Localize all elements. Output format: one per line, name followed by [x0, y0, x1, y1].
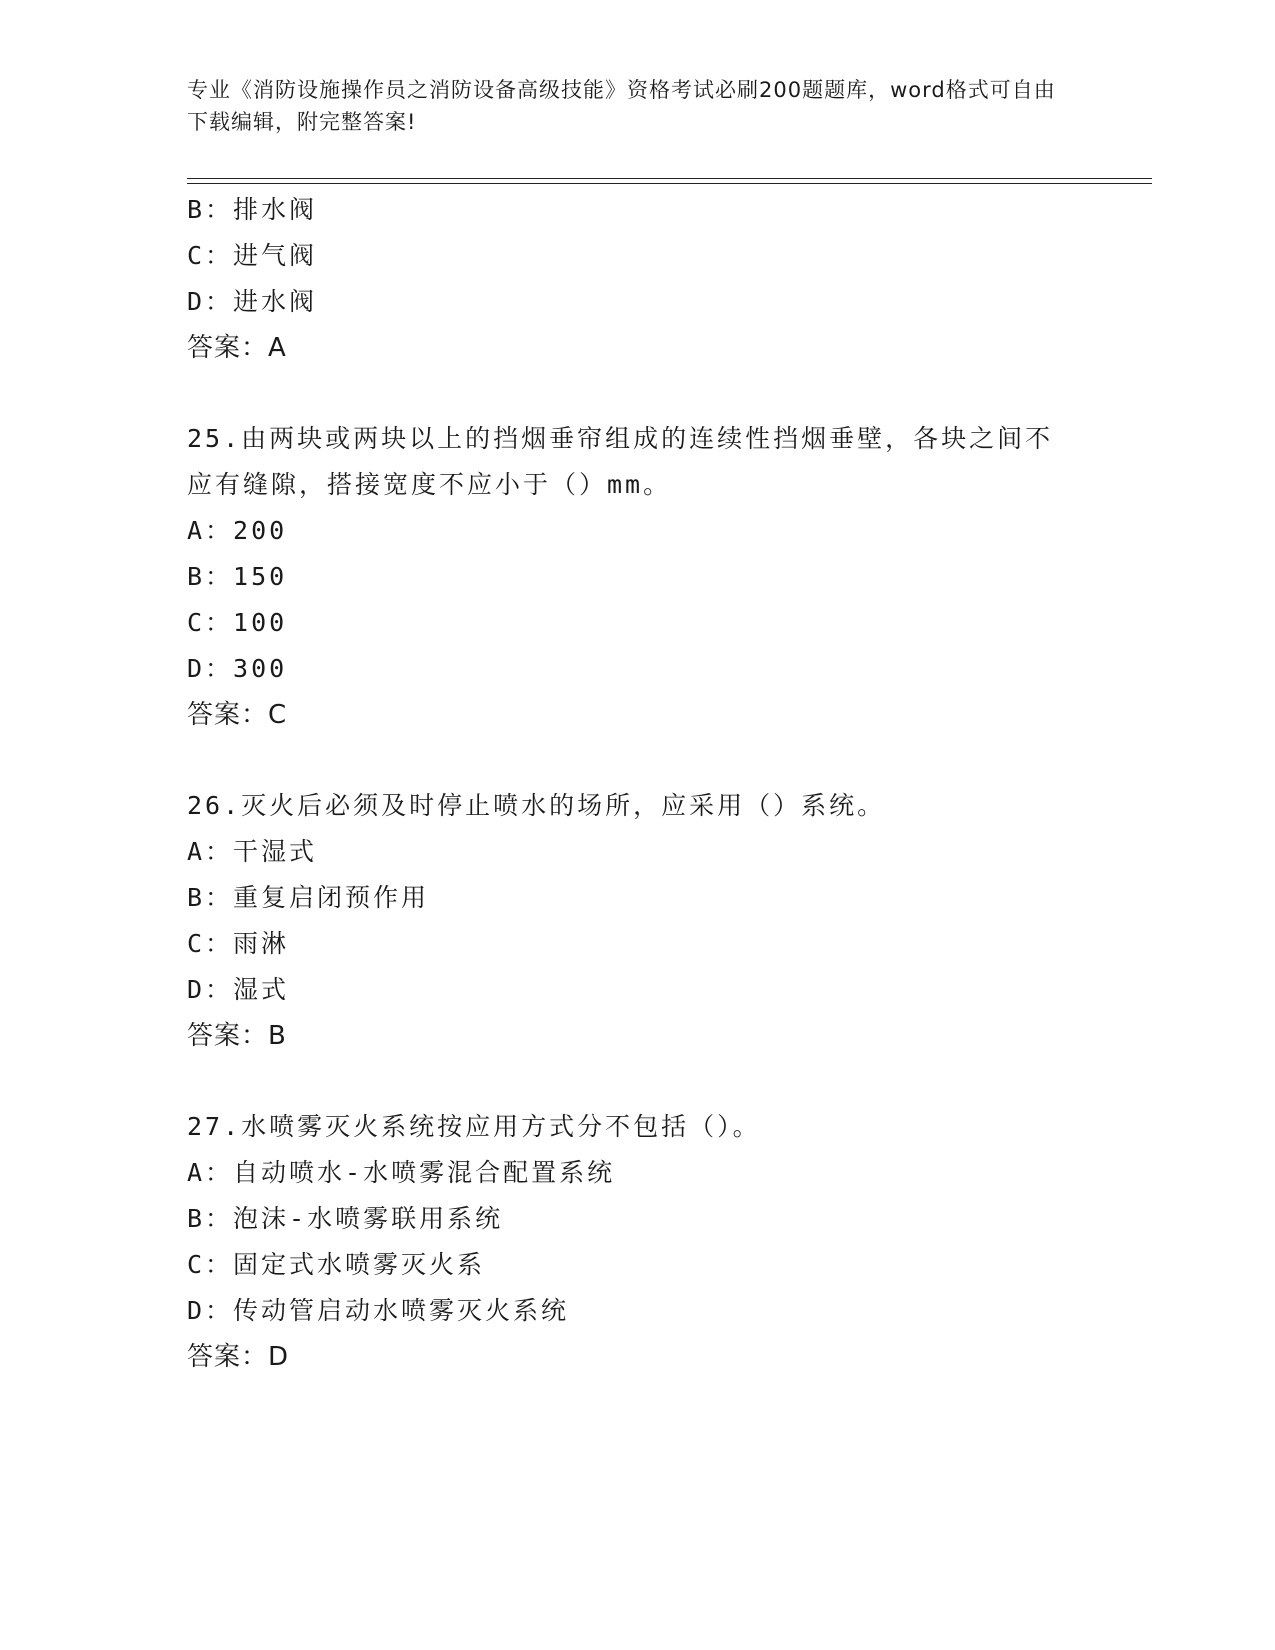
answer-line: 答案：A — [187, 333, 287, 363]
document-header: 专业《消防设施操作员之消防设备高级技能》资格考试必刷200题题库，word格式可自由下载编辑，附完整答案! — [187, 78, 1056, 134]
option-b: B：150 — [187, 562, 288, 591]
option-a: A：200 — [187, 516, 288, 545]
option-d: D：湿式 — [187, 975, 290, 1004]
question-text: 27.水喷雾灭火系统按应用方式分不包括（）。 — [187, 1112, 761, 1141]
question-list — [187, 187, 1087, 1380]
option-d: D：进水阀 — [187, 287, 318, 316]
header-divider-bottom — [187, 183, 1152, 184]
option-b: B：重复启闭预作用 — [187, 883, 430, 912]
option-c: C：进气阀 — [187, 241, 318, 270]
answer-line: 答案：D — [187, 1342, 290, 1372]
option-b: B：排水阀 — [187, 195, 318, 224]
question-block-25 — [187, 416, 1087, 738]
answer-line: 答案：C — [187, 700, 288, 730]
answer-line: 答案：B — [187, 1021, 287, 1051]
option-a: A：自动喷水-水喷雾混合配置系统 — [187, 1158, 616, 1187]
option-c: C：固定式水喷雾灭火系 — [187, 1250, 486, 1279]
question-text: 25.由两块或两块以上的挡烟垂帘组成的连续性挡烟垂壁，各块之间不应有缝隙，搭接宽度不应小于（）mm。 — [187, 424, 1054, 499]
option-c: C：100 — [187, 608, 288, 637]
question-block-26 — [187, 783, 1087, 1059]
question-text: 26.灭火后必须及时停止喷水的场所，应采用（）系统。 — [187, 791, 886, 820]
option-b: B：泡沫-水喷雾联用系统 — [187, 1204, 504, 1233]
option-c: C：雨淋 — [187, 929, 290, 958]
option-d: D：300 — [187, 654, 288, 683]
option-a: A：干湿式 — [187, 837, 318, 866]
option-d: D：传动管启动水喷雾灭火系统 — [187, 1296, 570, 1325]
question-block-27 — [187, 1104, 1087, 1380]
question-block-prev — [187, 187, 1087, 371]
header-divider-top — [187, 178, 1152, 179]
